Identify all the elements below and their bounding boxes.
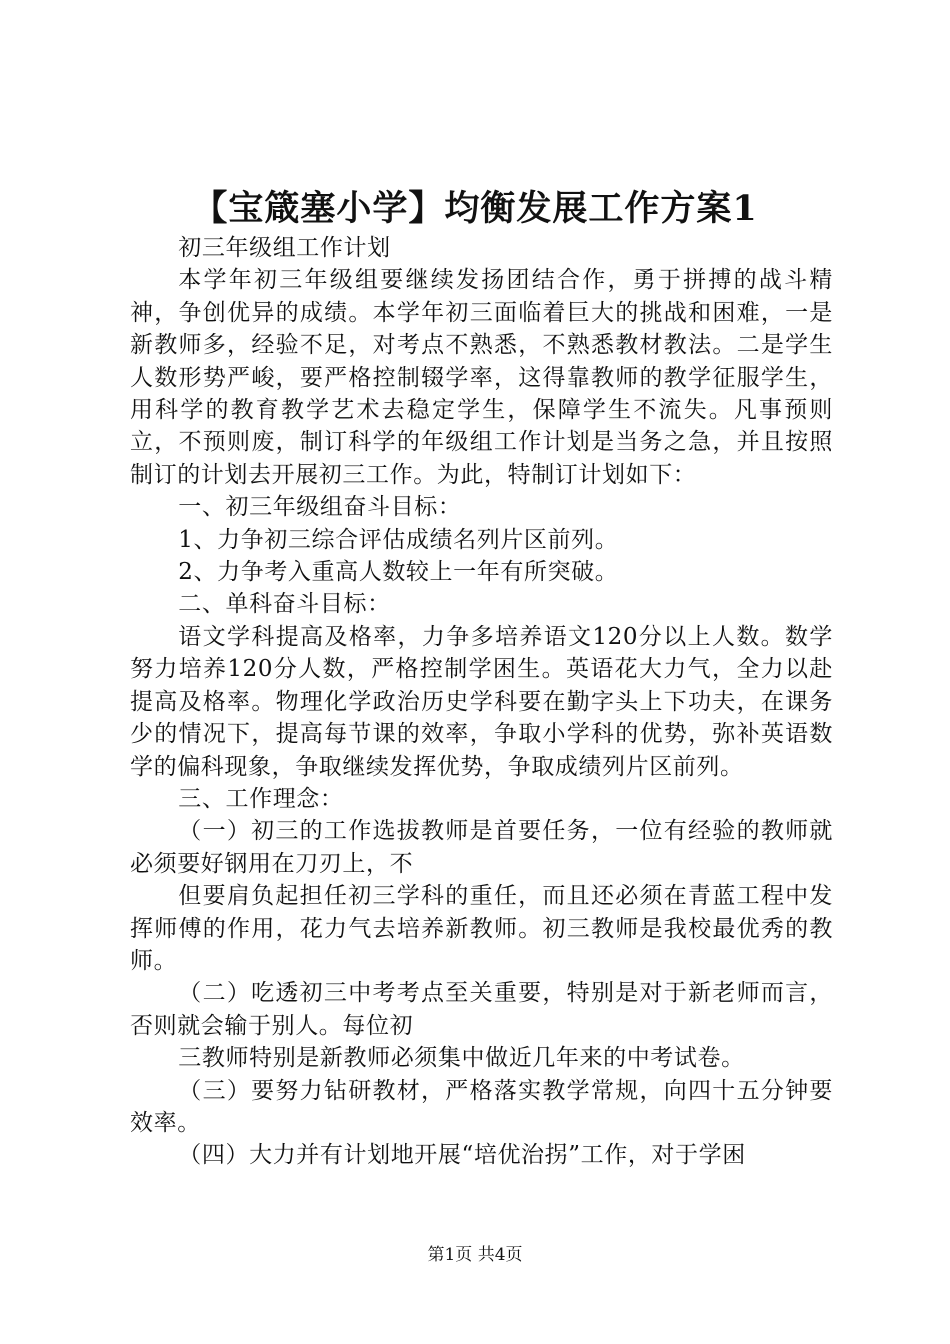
document-body [130, 232, 833, 1172]
paragraph-subject-goals: 语文学科提高及格率，力争多培养语文120分以上人数。数学努力培养120分人数，严格控制学困生。英语花大力气，全力以赴提高及格率。物理化学政治历史学科要在勤字头上下功夫，在课务少的情况下，提高每节课的效率，争取小学科的优势，弥补英语数学的偏科现象，争取继续发挥优势，争取成绩列片区前列。 [130, 623, 833, 780]
document-title: 【宝箴塞小学】均衡发展工作方案1 [192, 188, 758, 229]
paragraph-philosophy-2b: 三教师特别是新教师必须集中做近几年来的中考试卷。 [178, 1045, 745, 1072]
section-heading-goals: 一、初三年级组奋斗目标： [178, 494, 462, 521]
paragraph-intro: 本学年初三年级组要继续发扬团结合作，勇于拼搏的战斗精神，争创优异的成绩。本学年初三面临着巨大的挑战和困难，一是新教师多，经验不足，对考点不熟悉，不熟悉教材教法。二是学生人数形势严峻，要严格控制辍学率，这得靠教师的教学征服学生，用科学的教育教学艺术去稳定学生，保障学生不流失。凡事预则立，不预则废，制订科学的年级组工作计划是当务之急，并且按照制订的计划去开展初三工作。为此，特制订计划如下： [130, 267, 833, 488]
paragraph-philosophy-1b: 但要肩负起担任初三学科的重任，而且还必须在青蓝工程中发挥师傅的作用，花力气去培养新教师。初三教师是我校最优秀的教师。 [130, 883, 833, 974]
paragraph-philosophy-1a: （一）初三的工作选拔教师是首要任务，一位有经验的教师就必须要好钢用在刀刃上，不 [130, 818, 833, 877]
goal-item-2: 2、力争考入重高人数较上一年有所突破。 [178, 559, 619, 586]
paragraph-philosophy-2a: （二）吃透初三中考考点至关重要，特别是对于新老师而言，否则就会输于别人。每位初 [130, 980, 833, 1039]
goal-item-1: 1、力争初三综合评估成绩名列片区前列。 [178, 526, 619, 553]
paragraph-philosophy-3: （三）要努力钻研教材，严格落实教学常规，向四十五分钟要效率。 [130, 1077, 833, 1136]
section-heading-philosophy: 三、工作理念： [178, 785, 344, 812]
paragraph-heading: 初三年级组工作计划 [178, 235, 391, 261]
section-heading-subject-goals: 二、单科奋斗目标： [178, 591, 391, 618]
paragraph-philosophy-4: （四）大力并有计划地开展“培优治拐”工作，对于学困 [178, 1142, 746, 1169]
page-number-footer: 第1页 共4页 [427, 1245, 523, 1265]
